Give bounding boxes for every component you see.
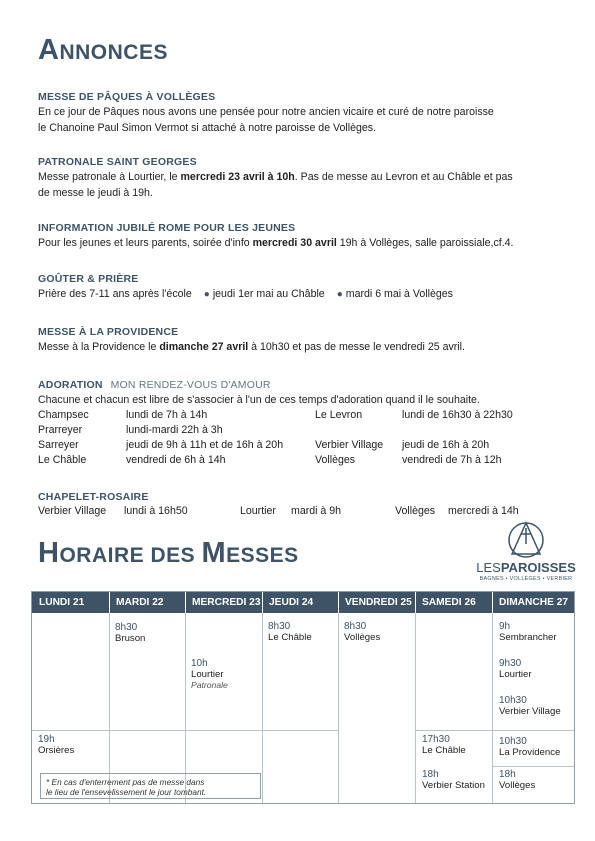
header-mardi: MARDI 22 — [116, 597, 164, 608]
adoration-time: jeudi de 9h à 11h et de 16h à 20h — [126, 438, 284, 451]
header-dimanche: DIMANCHE 27 — [499, 597, 569, 608]
header-divider — [109, 592, 110, 613]
chapelet-time: mardi à 9h — [291, 505, 342, 517]
row-divider — [415, 730, 574, 731]
column-divider — [338, 613, 339, 803]
mass-entry: 10h30 La Providence — [499, 736, 561, 758]
mass-entry: 10h Lourtier Patronale — [191, 658, 228, 690]
mass-entry: 19h Orsières — [38, 734, 75, 756]
section-chapelet — [38, 491, 568, 521]
section-patronale — [38, 156, 568, 201]
adoration-time: lundi de 7h à 14h — [126, 408, 208, 421]
mass-schedule-table — [31, 591, 575, 804]
mass-entry: 9h Sembrancher — [499, 621, 557, 643]
bullet-icon: ● — [203, 289, 210, 300]
section-title: GOÛTER & PRIÈRE — [38, 273, 139, 285]
mass-entry: 9h30 Lourtier — [499, 658, 532, 680]
horaire-title: HORAIRE DES MESSES — [38, 537, 299, 569]
mass-entry: 8h30 Bruson — [115, 622, 146, 644]
section-text: Pour les jeunes et leurs parents, soirée d'info mercredi 30 avril 19h à Vollèges, salle paroissiale,cf.4. — [38, 237, 514, 249]
mass-entry: 8h30 Vollèges — [344, 621, 381, 643]
bullet-icon: ● — [336, 289, 343, 300]
chapelet-place: Verbier Village — [38, 505, 107, 517]
mass-entry: 17h30 Le Châble — [422, 734, 466, 756]
header-divider — [338, 592, 339, 613]
adoration-place: Vollèges — [315, 453, 356, 466]
table-header — [32, 592, 574, 613]
section-subtitle: MON RENDEZ-VOUS D'AMOUR — [110, 379, 271, 391]
section-gouter — [38, 273, 568, 303]
mass-entry: 18h Verbier Station — [422, 769, 485, 791]
header-samedi: SAMEDI 26 — [422, 597, 476, 608]
paroisses-logo — [476, 520, 576, 580]
column-divider — [492, 613, 493, 803]
section-title: MESSE DE PÂQUES À VOLLÈGES — [38, 91, 216, 103]
section-title: CHAPELET-ROSAIRE — [38, 491, 149, 503]
adoration-schedule — [38, 409, 568, 471]
section-title: MESSE À LA PROVIDENCE — [38, 326, 179, 338]
chapelet-time: mercredi à 14h — [448, 505, 519, 517]
header-jeudi: JEUDI 24 — [269, 597, 314, 608]
row-divider — [32, 730, 338, 731]
column-divider — [262, 613, 263, 803]
adoration-time: lundi-mardi 22h à 3h — [126, 423, 223, 436]
adoration-time: lundi de 16h30 à 22h30 — [402, 408, 513, 421]
adoration-place: Sarreyer — [38, 438, 79, 451]
header-lundi: LUNDI 21 — [39, 597, 85, 608]
mass-entry: 18h Vollèges — [499, 769, 536, 791]
header-mercredi: MERCREDI 23 — [192, 597, 261, 608]
adoration-place: Champsec — [38, 408, 89, 421]
section-title: ADORATION MON RENDEZ-VOUS D'AMOUR — [38, 379, 271, 391]
adoration-place: Le Châble — [38, 453, 87, 466]
section-title: PATRONALE SAINT GEORGES — [38, 156, 197, 168]
adoration-intro: Chacune et chacun est libre de s'associer à l'un de ces temps d'adoration quand il le souhaite. — [38, 394, 480, 406]
annonces-title: ANNONCES — [38, 34, 168, 66]
section-text: Messe patronale à Lourtier, le mercredi 23 avril à 10h. Pas de messe au Levron et au Châble et pas de messe le jeudi à 19h. — [38, 171, 513, 199]
chapelet-place: Vollèges — [395, 505, 436, 517]
cross-triangle-icon — [506, 520, 546, 558]
header-divider — [492, 592, 493, 613]
adoration-place: Verbier Village — [315, 438, 384, 451]
section-title: INFORMATION JUBILÉ ROME POUR LES JEUNES — [38, 222, 296, 234]
adoration-time: jeudi de 16h à 20h — [402, 438, 490, 451]
logo-text: LESPAROISSES — [476, 560, 576, 575]
mass-entry: 8h30 Le Châble — [268, 621, 312, 643]
header-vendredi: VENDREDI 25 — [345, 597, 412, 608]
chapelet-schedule — [38, 505, 568, 521]
burial-note: * En cas d'enterrement pas de messe dans le lieu de l'ensevelissement le jour tombant. — [40, 773, 261, 799]
adoration-time: vendredi de 7h à 12h — [402, 453, 502, 466]
column-divider — [415, 613, 416, 803]
adoration-place: Prarreyer — [38, 423, 83, 436]
chapelet-place: Lourtier — [240, 505, 276, 517]
header-divider — [185, 592, 186, 613]
row-divider — [492, 766, 574, 767]
logo-subtitle: BAGNES • VOLLÈGES • VERBIER — [479, 576, 573, 582]
section-providence — [38, 326, 568, 356]
section-text: En ce jour de Pâques nous avons une pensée pour notre ancien vicaire et curé de notre paroisse le Chanoine Paul Simon Vermot si attaché à notre paroisse de Vollèges. — [38, 106, 494, 134]
section-paques — [38, 91, 568, 136]
chapelet-time: lundi à 16h50 — [124, 505, 188, 517]
mass-entry: 10h30 Verbier Village — [499, 695, 561, 717]
section-text: Prière des 7-11 ans après l'école ● jeudi 1er mai au Châble ● mardi 6 mai à Vollèges — [38, 288, 453, 300]
section-text: Messe à la Providence le dimanche 27 avril à 10h30 et pas de messe le vendredi 25 avril. — [38, 341, 465, 353]
section-jubile — [38, 222, 568, 252]
adoration-time: vendredi de 6h à 14h — [126, 453, 226, 466]
header-divider — [262, 592, 263, 613]
header-divider — [415, 592, 416, 613]
section-adoration — [38, 379, 568, 471]
adoration-place: Le Levron — [315, 408, 363, 421]
